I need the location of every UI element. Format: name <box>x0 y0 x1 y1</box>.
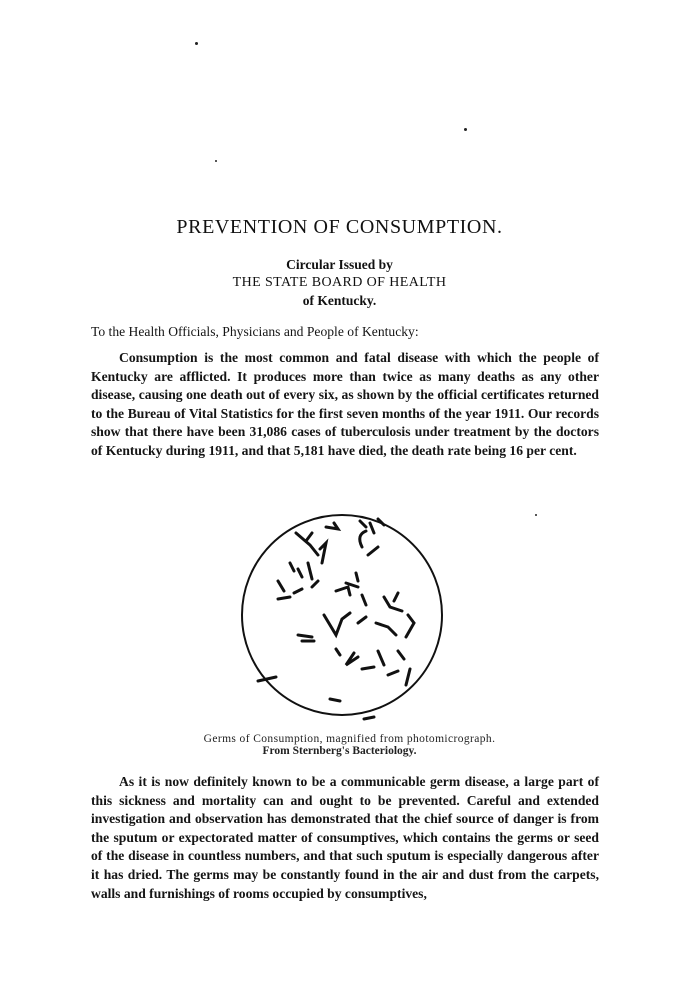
bacilli-group <box>258 519 414 719</box>
subtitle-board: THE STATE BOARD OF HEALTH <box>232 275 447 290</box>
document-title: PREVENTION OF CONSUMPTION. <box>176 216 503 238</box>
scan-speck <box>195 42 198 45</box>
subtitle-circular: Circular Issued by <box>286 257 393 272</box>
germs-micrograph-figure <box>238 505 446 723</box>
figure-source: From Sternberg's Bacteriology. <box>262 745 417 757</box>
micrograph-illustration <box>238 505 446 723</box>
salutation: To the Health Officials, Physicians and People of Kentucky: <box>91 324 419 339</box>
scan-speck <box>535 514 537 516</box>
scan-speck <box>464 128 467 131</box>
figure-caption: Germs of Consumption, magnified from photomicrograph. <box>203 733 496 745</box>
paragraph-1: Consumption is the most common and fatal disease with which the people of Kentucky are afflicted. It produces more than twice as many deaths as any other disease, causing one death out of every six, as shown by the official certificates returned to the Bureau of Vital Statistics for the first seven months of the year 1911. Our records show that there have been 31,086 cases of tuberculosis under treatment by the doctors of Kentucky during 1911, and that 5,181 have died, the death rate being 16 per cent. <box>91 350 599 458</box>
microscope-field-circle <box>242 515 442 715</box>
subtitle-state: of Kentucky. <box>302 293 377 308</box>
scan-speck <box>215 160 217 162</box>
paragraph-2: As it is now definitely known to be a communicable germ disease, a large part of this sickness and mortality can and ought to be prevented. Careful and extended investigation and observation has demonstrated that the chief source of danger is from the sputum or expectorated matter of consumptives, which contains the germs or seed of the disease in countless numbers, and that such sputum is especially dangerous after it has dried. The germs may be constantly found in the air and dust from the carpets, walls and furnishings of rooms occupied by consumptives, <box>91 774 599 901</box>
